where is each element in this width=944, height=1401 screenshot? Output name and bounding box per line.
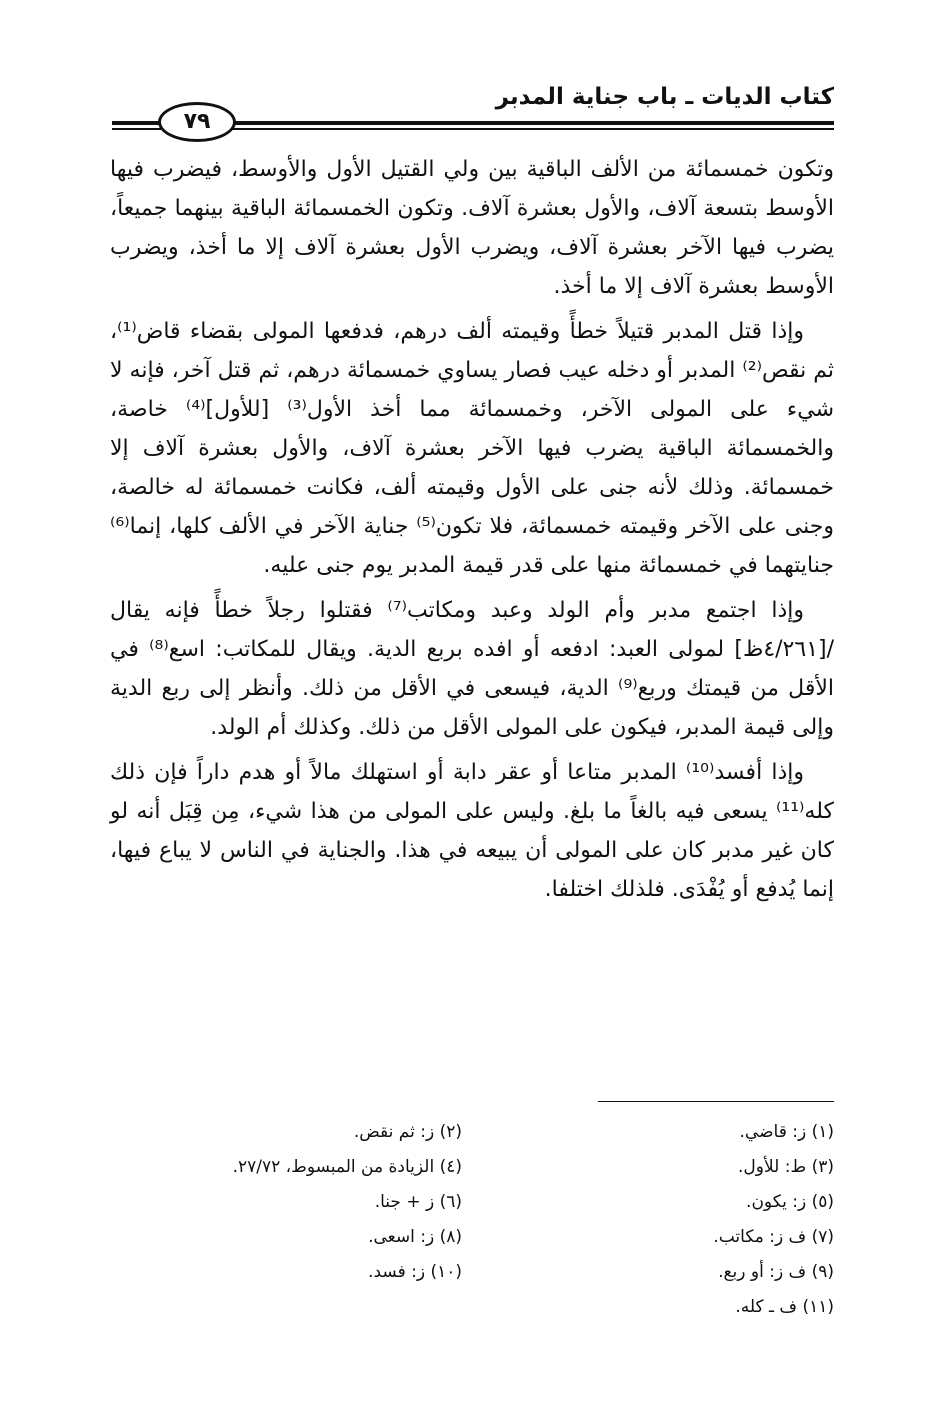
footnote-9: (٩) ف ز: أو ربع. — [718, 1262, 834, 1282]
paragraph-3: وإذا اجتمع مدبر وأم الولد وعبد ومكاتب⁽⁷⁾ فقتلوا رجلاً خطأً فإنه يقال /[٤/٢٦١ظ] لمولى العبد: ادفعه أو افده بربع الدية. ويقال للمكاتب: اسع⁽⁸⁾ في الأقل من قيمتك وربع⁽⁹⁾ الدية، فيسعى في الأقل من ذلك. وأنظر إلى ربع الدية وإلى قيمة المدبر، فيكون على المولى الأقل من ذلك. وكذلك أم الولد. — [110, 598, 835, 740]
paragraph-2: وإذا قتل المدبر قتيلاً خطأً وقيمته ألف درهم، فدفعها المولى بقضاء قاض⁽¹⁾، ثم نقص⁽²⁾ المدبر أو دخله عيب فصار يساوي خمسمائة درهم، ثم قتل آخر، فإنه لا شيء على المولى الآخر، وخمسمائة مما أخذ الأول⁽³⁾ [للأول]⁽⁴⁾ خاصة، والخمسمائة الباقية يضرب فيها الآخر بعشرة آلاف، والأول بعشرة آلاف إلا خمسمائة. وذلك لأنه جنى على الأول وقيمته ألف، فكانت خمسمائة له خالصة، وجنى على الآخر وقيمته خمسمائة، فلا تكون⁽⁵⁾ جناية الآخر في الألف كلها، إنما⁽⁶⁾ جنايتهما في خمسمائة منها على قدر قيمة المدبر يوم جنى عليه. — [110, 319, 835, 578]
footnotes-even-column — [102, 1115, 462, 1290]
page-number: ٧٩ — [158, 102, 236, 142]
running-header-title: كتاب الديات ـ باب جناية المدبر — [495, 84, 834, 110]
footnote-7: (٧) ف ز: مكاتب. — [713, 1227, 834, 1247]
footnote-8: (٨) ز: اسعى. — [368, 1227, 462, 1247]
footnote-3: (٣) ط: للأول. — [738, 1157, 834, 1177]
footnote-4: (٤) الزيادة من المبسوط، ٢٧/٧٢. — [232, 1157, 462, 1177]
footnote-6: (٦) ز + جنا. — [374, 1192, 462, 1212]
footnotes-odd-column — [614, 1115, 834, 1325]
main-text — [110, 150, 834, 915]
paragraph-4: وإذا أفسد⁽¹⁰⁾ المدبر متاعا أو عقر دابة أو استهلك مالاً أو هدم داراً فإن ذلك كله⁽¹¹⁾ يسعى فيه بالغاً ما بلغ. وليس على المولى من هذا شيء، مِن قِبَل أنه لو كان غير مدبر كان على المولى أن يبيعه في هذا. والجناية في الناس لا يباع فيها، إنما يُدفع أو يُفْدَى. فلذلك اختلفا. — [110, 760, 834, 902]
footnote-2: (٢) ز: ثم نقض. — [353, 1122, 462, 1142]
footnote-separator — [598, 1101, 834, 1102]
paragraph-1: وتكون خمسمائة من الألف الباقية بين ولي القتيل الأول والأوسط، فيضرب فيها الأوسط بتسعة آلاف، والأول بعشرة آلاف. وتكون الخمسمائة الباقية بينهما جميعاً، يضرب فيها الآخر بعشرة آلاف، ويضرب الأول بعشرة آلاف إلا ما أخذ، ويضرب الأوسط بعشرة آلاف إلا ما أخذ. — [110, 157, 834, 299]
footnote-5: (٥) ز: يكون. — [746, 1192, 834, 1212]
footnote-11: (١١) ف ـ كله. — [735, 1297, 834, 1317]
footnote-10: (١٠) ز: فسد. — [368, 1262, 462, 1282]
footnote-1: (١) ز: قاضي. — [739, 1122, 834, 1142]
